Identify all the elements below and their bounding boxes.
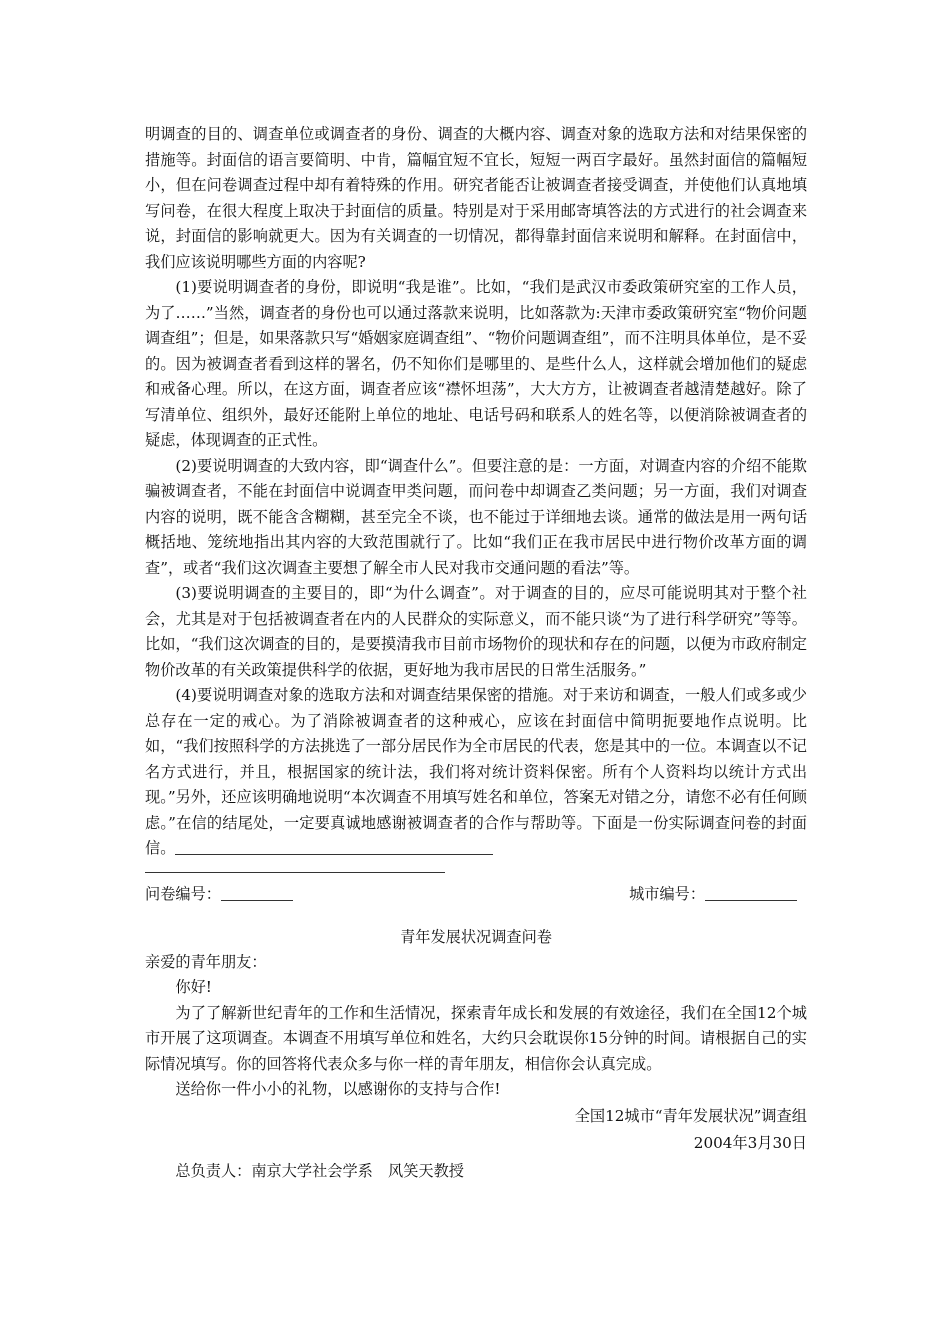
letter-body: 为了了解新世纪青年的工作和生活情况，探索青年成长和发展的有效途径，我们在全国12个城市开展了这项调查。本调查不用填写单位和姓名，大约只会耽误你15分钟的时间。请根据自己的实际情况填写。你的回答将代表众多与你一样的青年朋友，相信你会认真完成。 [145,1003,807,1073]
city-number-blank[interactable] [705,884,797,901]
letter-thanks: 送给你一件小小的礼物，以感谢你的支持与合作! [175,1080,501,1098]
document-page [145,122,807,1184]
letter-date: 2004年3月30日 [693,1133,807,1152]
letter-greeting: 你好! [175,978,212,996]
paragraph-point-2: (2)要说明调查的大致内容，即“调查什么”。但要注意的是：一方面，对调查内容的介绍不能欺骗被调查者，不能在封面信中说调查甲类问题，而问卷中却调查乙类问题；另一方面，我们对调查内容的说明，既不能含含糊糊，甚至完全不谈，也不能过于详细地去谈。通常的做法是用一两句话概括地、笼统地指出其内容的大致范围就行了。比如“我们正在我市居民中进行物价改革方面的调查”，或者“我们这次调查主要想了解全市人民对我市交通问题的看法”等。 [145,456,807,577]
paragraph-point-4 [145,683,807,862]
questionnaire-number-label: 问卷编号： [145,884,221,903]
letter-salutation: 亲爱的青年朋友： [145,952,267,971]
letter-title: 青年发展状况调查问卷 [400,927,552,946]
city-number-label: 城市编号： [629,884,705,903]
questionnaire-number-blank[interactable] [221,884,293,901]
paragraph-intro: 明调查的目的、调查单位或调查者的身份、调查的大概内容、调查对象的选取方法和对结果保密的措施等。封面信的语言要简明、中肯，篇幅宜短不宜长，短短一两百字最好。虽然封面信的篇幅短小，但在问卷调查过程中却有着特殊的作用。研究者能否让被调查者接受调查，并使他们认真地填写问卷，在很大程度上取决于封面信的质量。特别是对于采用邮寄填答法的方式进行的社会调查来说，封面信的影响就更大。因为有关调查的一切情况，都得靠封面信来说明和解释。在封面信中，我们应该说明哪些方面的内容呢? [145,125,807,271]
letter-responsible: 总负责人：南京大学社会学系 风笑天教授 [175,1161,464,1180]
paragraph-point-3: (3)要说明调查的主要目的，即“为什么调查”。对于调查的目的，应尽可能说明其对于整个社会，尤其是对于包括被调查者在内的人民群众的实际意义，而不能只谈“为了进行科学研究”等等。比如，“我们这次调查的目的，是要摸清我市目前市场物价的现状和存在的问题，以便为市政府制定物价改革的有关政策提供科学的依据，更好地为我市居民的日常生活服务。” [145,584,807,679]
answer-blank-line[interactable] [175,838,493,855]
paragraph-point-4-text: (4)要说明调查对象的选取方法和对调查结果保密的措施。对于来访和调查，一般人们或多或少总存在一定的戒心。为了消除被调查者的这种戒心，应该在封面信中简明扼要地作点说明。比如，“我们按照科学的方法挑选了一部分居民作为全市居民的代表，您是其中的一位。本调查以不记名方式进行，并且，根据国家的统计法，我们将对统计资料保密。所有个人资料均以统计方式出现。”另外，还应该明确地说明“本次调查不用填写姓名和单位，答案无对错之分，请您不必有任何顾虑。”在信的结尾处，一定要真诚地感谢被调查者的合作与帮助等。下面是一份实际调查问卷的封面信。 [145,686,807,857]
city-number [629,882,797,907]
letter-meta-row [145,882,797,907]
paragraph-point-1: (1)要说明调查者的身份，即说明“我是谁”。比如，“我们是武汉市委政策研究室的工作人员，为了……”当然，调查者的身份也可以通过落款来说明，比如落款为:天津市委政策研究室“物价问题调查组”；但是，如果落款只写“婚姻家庭调查组”、“物价问题调查组”，而不注明具体单位，是不妥的。因为被调查者看到这样的署名，仍不知你们是哪里的、是些什么人，这样就会增加他们的疑虑和戒备心理。所以，在这方面，调查者应该“襟怀坦荡”，大大方方，让被调查者越清楚越好。除了写清单位、组织外，最好还能附上单位的地址、电话号码和联系人的姓名等，以便消除被调查者的疑虑，体现调查的正式性。 [145,278,807,449]
answer-blank-line-continued[interactable] [145,871,445,873]
letter-signature: 全国12城市“青年发展状况”调查组 [574,1106,807,1125]
questionnaire-number [145,882,293,907]
